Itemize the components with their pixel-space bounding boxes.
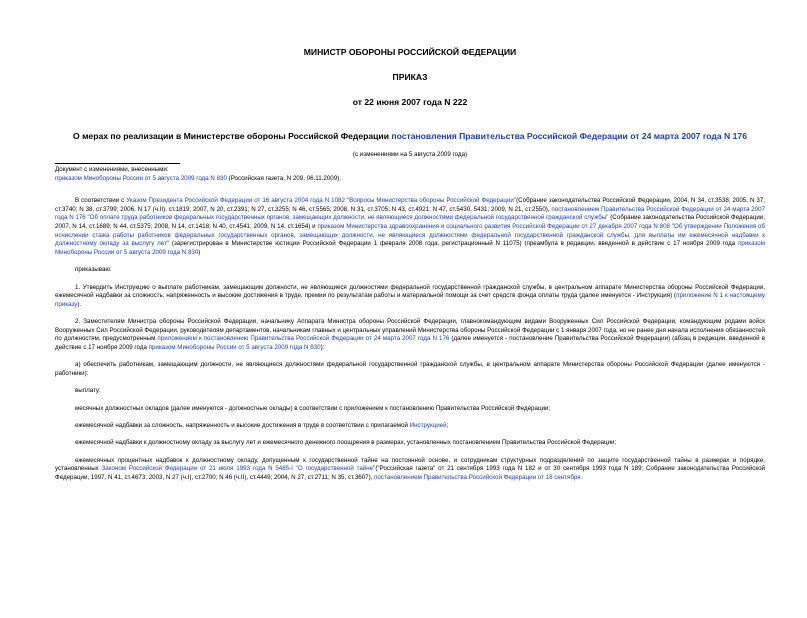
amendment-note-heading: Документ с изменениями, внесенными: [55,166,169,173]
amendment-note-line [55,175,765,184]
amendment-source: (Российская газета, N 209, 06.11.2009). [226,174,341,182]
paragraph-1 [55,284,765,310]
amendment-link[interactable]: приказом Минобороны России от 5 августа 2009 года N 830 [55,174,227,182]
seniority-item: ежемесячной надбавки к должностному окладу за выслугу лет и ежемесячного денежного поощрения в размерах, установленных постановлением Правительства Российской Федерации; [75,439,617,447]
title-link[interactable]: постановления Правительства Российской Федерации от 24 марта 2007 года N 176 [391,131,747,141]
document-link[interactable]: Указом Президента Российской Федерации от 16 августа 2004 года N 1082 "Вопросы Министерства обороны Российской Федерации" [126,197,517,205]
title-text: О мерах по реализации в Министерстве обороны Российской Федерации [73,131,392,141]
text-run: ежемесячной надбавки за сложность, напряженность и высокие достижения в труде в соответствии с прилагаемой [75,422,410,430]
edition-note: (с изменениями на 5 августа 2009 года) [352,151,468,158]
text-run: ; [446,422,449,430]
ministry-heading: МИНИСТР ОБОРОНЫ РОССИЙСКОЙ ФЕДЕРАЦИИ [303,47,517,57]
text-run: 2. Заместителям Министра обороны Российской Федерации, начальнику Аппарата Министра обороны Российской Федерации, главнокомандующим видами Вооруженных Сил Российской Федерации, командующим родами войск Вооруженных Сил Российской Федерации, руководителям департаментов, начальникам главных и центральных управлений Министерства обороны Российской Федерации с 1 января 2007 года, но не ранее дня начала исполнения обязанностей по должностям, предусмотренным [55,318,765,343]
paragraph-2 [55,318,765,352]
payout-heading: выплату: [75,387,101,395]
separator-line [55,163,180,164]
document-link[interactable]: Инструкцией [409,422,447,430]
document-title [55,131,765,141]
text-run: 1. Утвердить Инструкцию о выплате работникам, замещающим должности, не являющиеся должностями федеральной государственной гражданской службы, в центральном аппарате Министерства обороны Российской Федерации, ежемесячной надбавки за сложность, напряженность и высокие достижения в труде, премии по результатам работы и материальной помощи за счет средств фонда оплаты труда (далее именуется - Инструкция) ( [55,283,765,300]
document-link[interactable]: приказом Минобороны России от 5 августа 2009 года N 830 [148,343,321,351]
order-type-heading: ПРИКАЗ [392,72,428,82]
text-run: ) [198,248,201,256]
text-run: (Собрание законодательства Российской Федерации, 2007, N 14, ст.1689; N 44, ст.5375; 2008, N 14, ст.1418; N 40, ст.4541; 2009, N 14, ст.1654) и [55,214,765,230]
paragraph-2a: а) обеспечить работникам, замещающим должности, не являющиеся должностями федеральной государственной гражданской службы, в центральном аппарате Министерства обороны Российской Федерации (далее именуются - работники): [55,361,765,377]
order-date-heading: от 22 июня 2007 года N 222 [352,97,468,107]
preamble-paragraph [55,197,765,257]
text-run: В соответствии с [75,197,127,205]
document-link[interactable]: приложением к постановлению Правительства Российской Федерации от 24 марта 2007 года N 176 [157,335,450,343]
document-link[interactable]: Законом Российской Федерации от 21 июля 1993 года N 5485-I "О государственной тайне" [101,465,376,473]
order-word: приказываю: [75,266,112,274]
document-link[interactable]: постановлением Правительства Российской Федерации от 18 сентября [374,474,581,482]
text-run: ): [320,343,325,351]
document-page [0,47,807,618]
text-run: (далее именуется - постановление Правительства Российской Федерации) (абзац в редакции, введенной в действие с 17 ноября 2009 года [55,335,765,351]
text-run: (зарегистрирован в Министерстве юстиции Российской Федерации 1 февраля 2008 года, регистрационный N 11075) (преамбула в редакции, введенной в действие с 17 ноября 2009 года [169,240,739,248]
bonus-item [55,422,765,431]
document-link[interactable]: приложение N 1 к настоящему приказу [55,292,766,308]
text-run: ежемесячных процентных надбавок к должностному окладу, допущенным к государственной тайне на постоянной основе, и сотрудникам структурных подразделений по защите государственной тайны в размерах и порядке, установленных [55,456,765,473]
text-run: (Собрание законодательства Российской Федерации, 2004, N 34, ст.3538; 2005, N 37, ст.3740; N 38, ст.3799; 2006, N 17 (ч.II), ст.1819; 2007, N 20, ст.2391; N 27, ст.3255; N 46, ст.5565; 2008, N 31, ст.3705; N 43, ст.4921; N 47, ст.5430, 5431; 2009, N 21, ст.2550), [55,197,765,213]
amendment-note [55,166,765,183]
text-run: ("Российская газета" от 21 сентября 1993 года N 182 и от 30 сентября 1993 года N 189; Собрание законодательства Российской Федерации, 1997, N 41, ст.4673; 2003, N 27 (ч.I), ст.2700; N 46 (ч.II), ст.4449; 2004, N 27, ст.2711; N 35, ст.3607), [55,465,765,482]
document-link[interactable]: постановлением Правительства Российской Федерации от 24 марта 2007 года N 176 "Об оплате труда работников федеральных государственных органов, замещающих должности, не являющиеся должностями федеральной государственной гражданской службы" [55,205,766,222]
secrecy-item [55,457,765,483]
document-link[interactable]: приказом Минобороны России от 5 августа 2009 года N 830 [55,240,765,256]
document-link[interactable]: приказом Министерства здравоохранения и социального развития Российской Федерации от 27 декабря 2007 года N 808 "Об утверждении Положения об исчислении стажа работы работников федеральных государственных органов, замещающих должности, не являющиеся должностями федеральной государственной гражданской службы, для выплаты им ежемесячной надбавки к должностному окладу за выслугу лет" [55,222,765,248]
text-run: ). [77,300,82,308]
salary-item: месячных должностных окладов (далее именуются - должностные оклады) в соответствии с приложением к постановлению Правительства Российской Федерации; [75,404,551,412]
